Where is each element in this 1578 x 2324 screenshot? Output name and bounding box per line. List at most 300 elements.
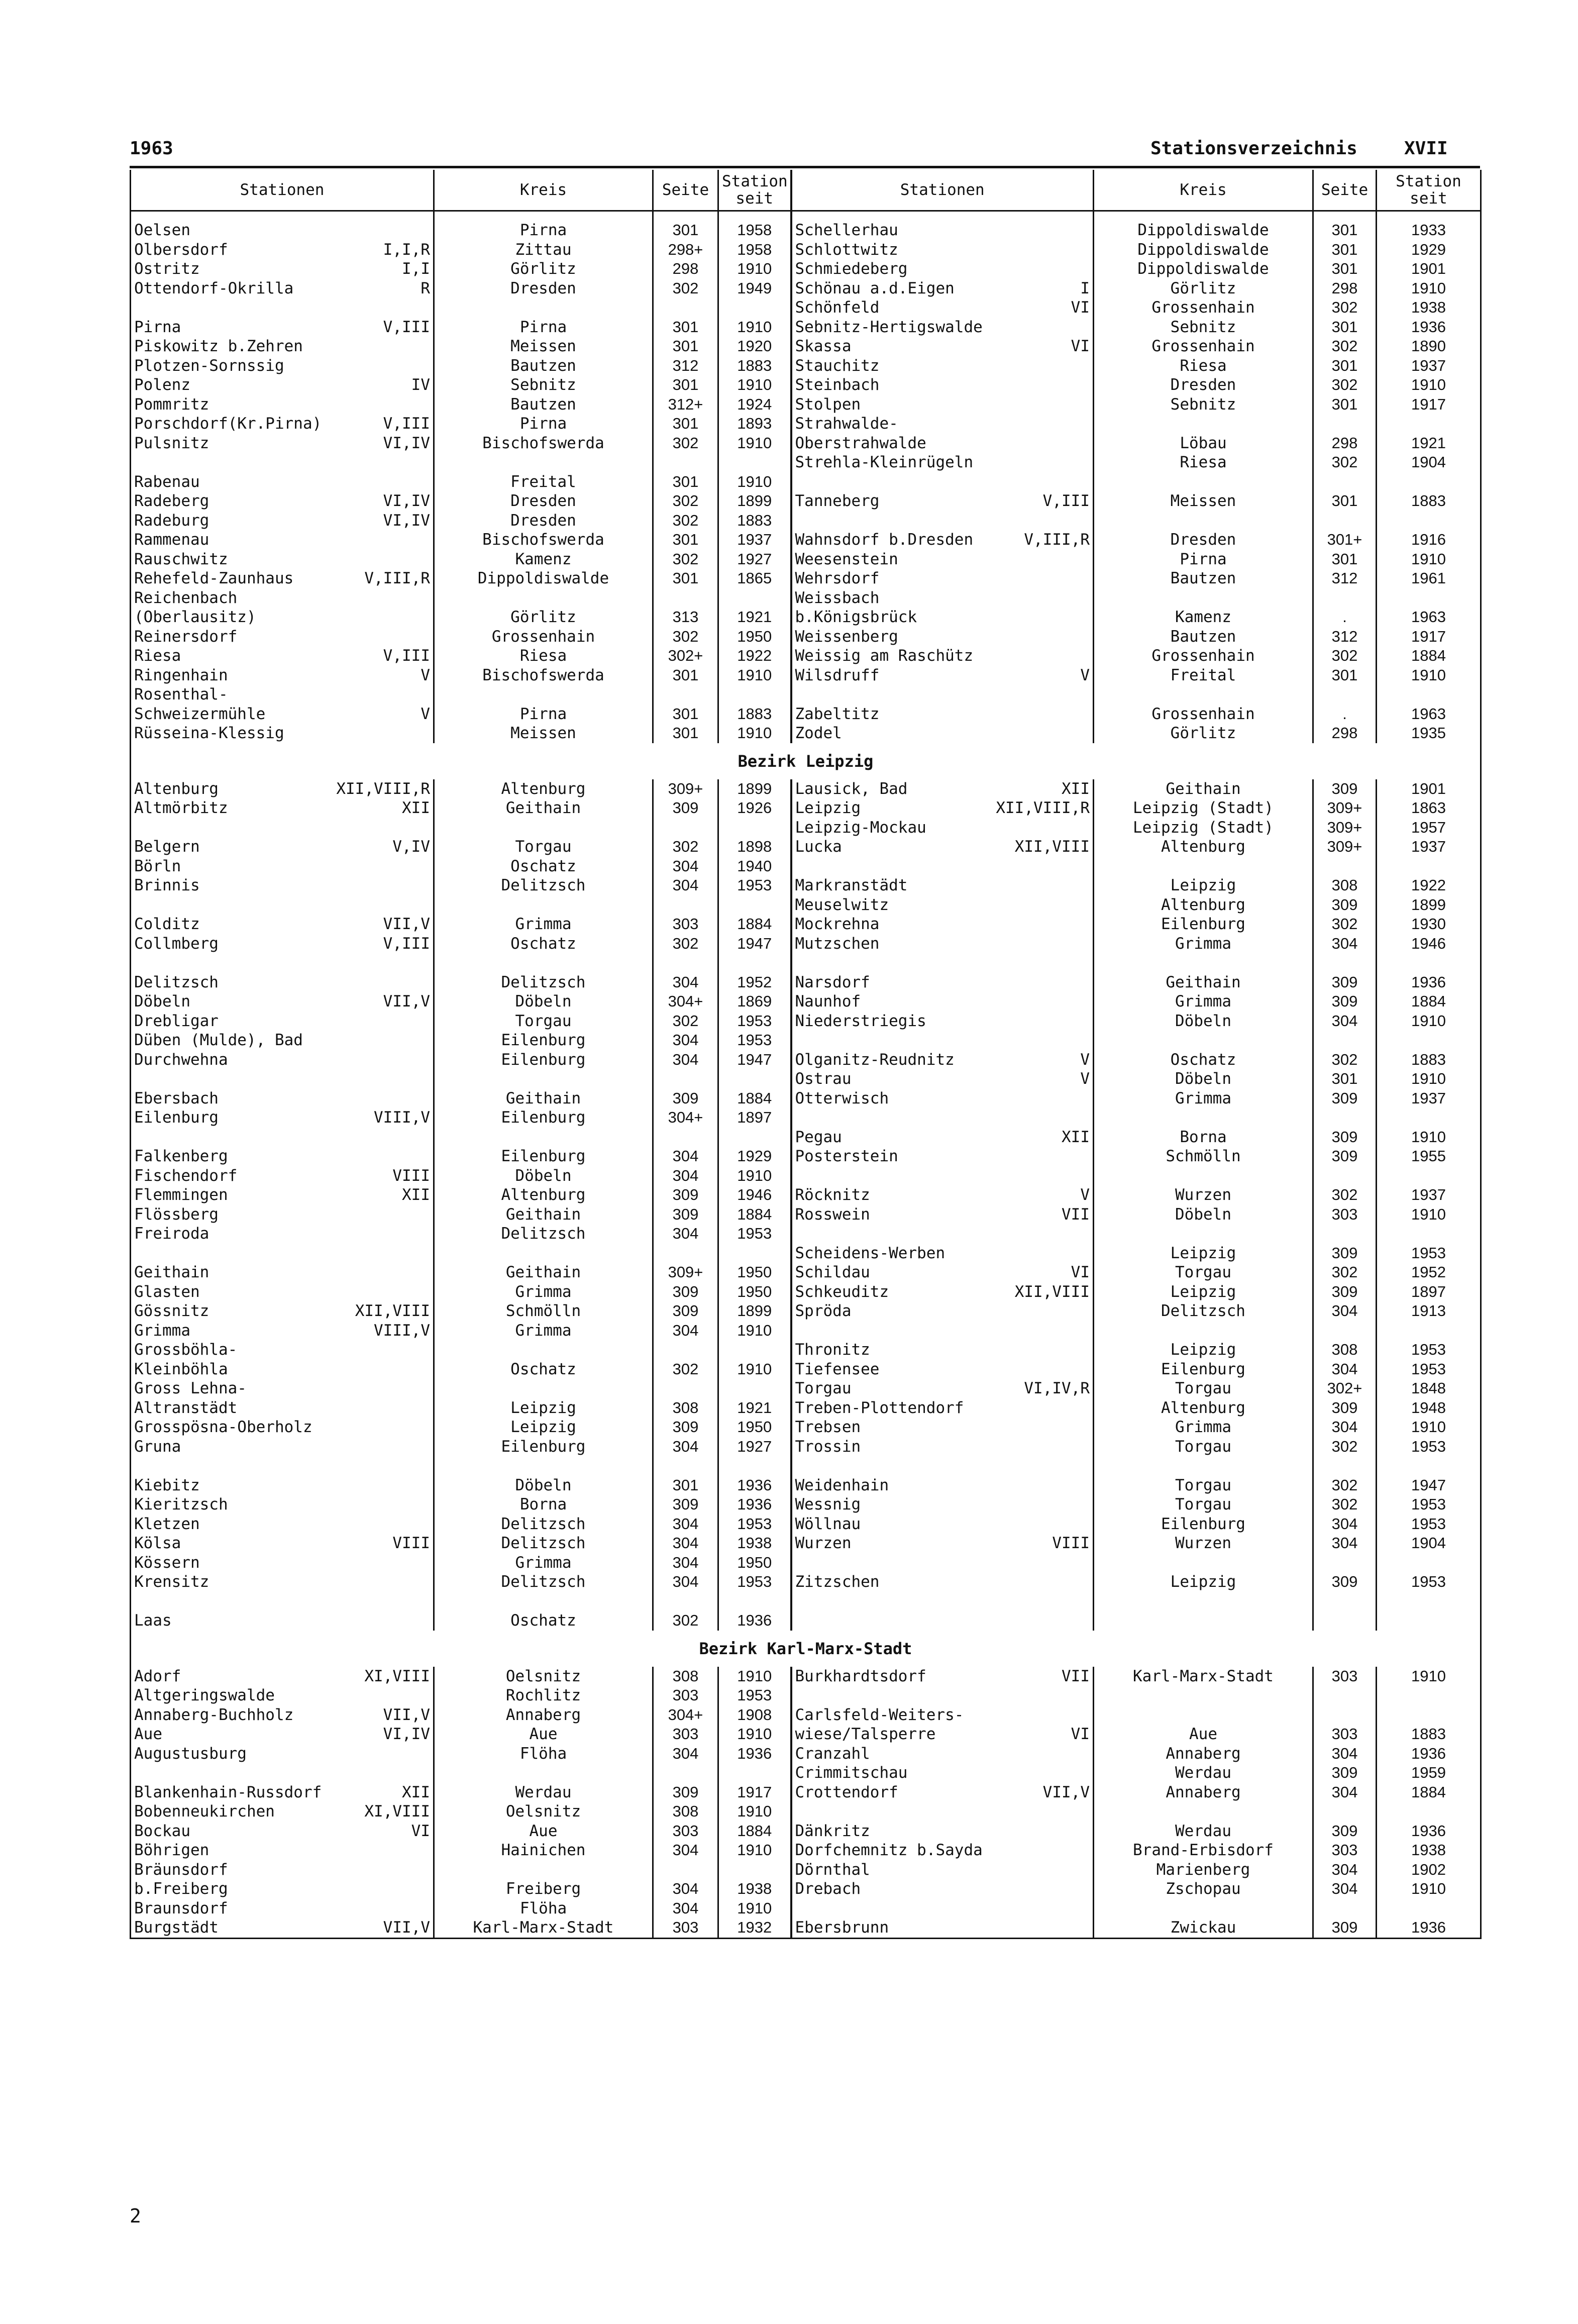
table-row: [131, 1437, 1481, 1457]
station-code: VI,IV: [383, 1725, 430, 1743]
station-name: Ebersbrunn: [795, 1918, 889, 1937]
station-cell: [131, 724, 434, 743]
station-code: I,I: [402, 260, 430, 278]
seite-cell: 303: [1313, 1841, 1377, 1860]
seite-cell: 303: [1313, 1205, 1377, 1225]
table-row: [131, 1205, 1481, 1225]
kreis-cell: [1094, 857, 1313, 876]
station-name: Scheidens-Werben: [795, 1244, 945, 1262]
station-seit-cell: 1904: [1377, 453, 1481, 472]
kreis-cell: Torgau: [1094, 1495, 1313, 1514]
station-cell: [131, 1879, 434, 1899]
seite-cell: [1313, 1899, 1377, 1918]
seite-cell: 302: [1313, 1476, 1377, 1495]
kreis-cell: [1094, 1166, 1313, 1186]
station-name: Bobenneukirchen: [134, 1802, 275, 1821]
seite-cell: 304: [653, 1553, 718, 1573]
station-name: Blankenhain-Russdorf: [134, 1783, 322, 1801]
station-cell: [791, 375, 1094, 395]
seite-cell: .: [1313, 608, 1377, 627]
seite-cell: 313: [653, 608, 718, 627]
kreis-cell: [434, 453, 653, 472]
station-code: VI,IV: [383, 511, 430, 530]
station-seit-cell: 1910: [718, 318, 791, 337]
seite-cell: 302: [653, 627, 718, 647]
station-seit-cell: 1937: [1377, 1089, 1481, 1108]
station-name: Tanneberg: [795, 492, 880, 510]
station-cell: [791, 704, 1094, 724]
seite-cell: 304: [653, 1166, 718, 1186]
station-cell: [131, 1553, 434, 1573]
station-seit-cell: 1953: [1377, 1495, 1481, 1514]
station-name: b.Königsbrück: [795, 608, 917, 626]
station-seit-cell: 1901: [1377, 259, 1481, 279]
table-row: [131, 1667, 1481, 1686]
seite-cell: 301: [1313, 666, 1377, 685]
seite-cell: 309: [1313, 973, 1377, 992]
kreis-cell: Grossenhain: [1094, 704, 1313, 724]
seite-cell: 301: [653, 704, 718, 724]
seite-cell: 304: [653, 1879, 718, 1899]
seite-cell: [653, 953, 718, 973]
seite-cell: 302: [1313, 1263, 1377, 1282]
station-name: Meuselwitz: [795, 895, 889, 914]
seite-cell: 309: [1313, 895, 1377, 915]
station-seit-cell: [1377, 472, 1481, 492]
station-seit-cell: [1377, 1611, 1481, 1631]
table-row: [131, 1495, 1481, 1514]
station-cell: [131, 550, 434, 569]
station-seit-cell: 1917: [718, 1783, 791, 1802]
station-name: Dörnthal: [795, 1860, 870, 1879]
kreis-cell: Oschatz: [434, 1360, 653, 1379]
station-cell: [131, 1592, 434, 1611]
table-row: [131, 1379, 1481, 1398]
station-cell: [791, 1012, 1094, 1031]
station-seit-cell: 1963: [1377, 608, 1481, 627]
kreis-cell: Eilenburg: [434, 1147, 653, 1166]
seite-cell: 304: [653, 1031, 718, 1050]
table-row: [131, 337, 1481, 356]
station-code: V,III: [1042, 492, 1090, 510]
table-row: [131, 279, 1481, 298]
station-name: Wessnig: [795, 1495, 861, 1513]
station-cell: [131, 530, 434, 550]
station-cell: [791, 414, 1094, 434]
station-cell: [791, 1301, 1094, 1321]
station-cell: [131, 434, 434, 453]
kreis-cell: [1094, 1321, 1313, 1341]
station-name: Pegau: [795, 1128, 842, 1146]
station-seit-cell: 1953: [1377, 1572, 1481, 1592]
station-cell: [131, 1128, 434, 1147]
station-seit-cell: 1922: [718, 646, 791, 666]
station-cell: [131, 453, 434, 472]
kreis-cell: [434, 1244, 653, 1263]
seite-cell: 309: [1313, 1089, 1377, 1108]
station-seit-cell: 1953: [718, 1012, 791, 1031]
station-cell: [131, 1147, 434, 1166]
kreis-cell: Altenburg: [1094, 895, 1313, 915]
table-row: [131, 627, 1481, 647]
station-name: Weissenberg: [795, 627, 898, 646]
station-cell: [131, 666, 434, 685]
station-cell: [791, 1050, 1094, 1070]
station-seit-cell: 1910: [1377, 1012, 1481, 1031]
seite-cell: 308: [1313, 1340, 1377, 1360]
seite-cell: 302: [1313, 375, 1377, 395]
table-row: [131, 1360, 1481, 1379]
seite-cell: 303: [1313, 1667, 1377, 1686]
station-code: I,I,R: [383, 240, 430, 259]
station-seit-cell: 1929: [1377, 240, 1481, 260]
station-name: Gross Lehna-: [134, 1379, 247, 1397]
seite-cell: 309: [1313, 1128, 1377, 1147]
station-seit-cell: 1946: [1377, 934, 1481, 954]
seite-cell: [1313, 1166, 1377, 1186]
station-cell: [791, 1437, 1094, 1457]
table-row: [131, 895, 1481, 915]
station-seit-cell: 1927: [718, 550, 791, 569]
station-code: VII,V: [383, 915, 430, 933]
station-name: Burkhardtsdorf: [795, 1667, 926, 1685]
station-name: Strehla-Kleinrügeln: [795, 453, 974, 471]
spacer-cell: [131, 211, 434, 221]
kreis-cell: [434, 818, 653, 838]
seite-cell: [653, 1379, 718, 1398]
station-cell: [791, 1031, 1094, 1050]
kreis-cell: [1094, 1592, 1313, 1611]
station-cell: [791, 1860, 1094, 1880]
station-cell: [791, 1224, 1094, 1244]
kreis-cell: Aue: [434, 1725, 653, 1744]
station-seit-cell: 1936: [718, 1611, 791, 1631]
station-seit-cell: 1910: [1377, 1418, 1481, 1437]
seite-cell: 302: [1313, 915, 1377, 934]
seite-cell: .: [1313, 704, 1377, 724]
station-seit-cell: 1890: [1377, 337, 1481, 356]
station-code: XII,VIII,R: [336, 779, 430, 798]
kreis-cell: Eilenburg: [434, 1437, 653, 1457]
kreis-cell: [434, 1128, 653, 1147]
table-row: [131, 1841, 1481, 1860]
station-seit-cell: 1953: [718, 876, 791, 895]
station-name: Schellerhau: [795, 221, 898, 239]
station-seit-cell: [1377, 1705, 1481, 1725]
station-code: V: [420, 666, 430, 684]
station-name: Lucka: [795, 838, 842, 856]
station-seit-cell: 1947: [718, 1050, 791, 1070]
station-cell: [131, 608, 434, 627]
table-row: [131, 1705, 1481, 1725]
kreis-cell: [434, 588, 653, 608]
kreis-cell: Altenburg: [434, 779, 653, 799]
station-cell: [791, 1418, 1094, 1437]
kreis-cell: Aue: [434, 1822, 653, 1841]
station-seit-cell: [718, 1763, 791, 1783]
seite-cell: [1313, 1031, 1377, 1050]
kreis-cell: [434, 1456, 653, 1476]
station-seit-cell: [1377, 1224, 1481, 1244]
station-name: Zodel: [795, 724, 842, 742]
seite-cell: 309+: [653, 1263, 718, 1282]
station-code: VIII,V: [374, 1321, 430, 1340]
station-seit-cell: [718, 1128, 791, 1147]
station-seit-cell: 1921: [1377, 434, 1481, 453]
kreis-cell: Bautzen: [1094, 627, 1313, 647]
table-row: [131, 1686, 1481, 1705]
station-name: Pulsnitz: [134, 434, 209, 452]
seite-cell: 301: [1313, 259, 1377, 279]
seite-cell: [653, 1592, 718, 1611]
station-name: Kölsa: [134, 1534, 181, 1552]
kreis-cell: Torgau: [1094, 1263, 1313, 1282]
station-name: Rosenthal-: [134, 685, 228, 703]
table-row: [131, 857, 1481, 876]
table-row: [131, 1725, 1481, 1744]
station-cell: [791, 1822, 1094, 1841]
station-seit-cell: 1910: [718, 1360, 791, 1379]
seite-cell: [1313, 685, 1377, 704]
station-name: Kiebitz: [134, 1476, 200, 1494]
station-name: Torgau: [795, 1379, 852, 1397]
station-seit-cell: 1961: [1377, 569, 1481, 588]
station-cell: [791, 973, 1094, 992]
station-cell: [791, 588, 1094, 608]
station-name: Zabeltitz: [795, 704, 880, 723]
seite-cell: 301: [1313, 221, 1377, 240]
kreis-cell: Torgau: [434, 1012, 653, 1031]
kreis-cell: Dippoldiswalde: [1094, 221, 1313, 240]
station-seit-cell: 1929: [718, 1147, 791, 1166]
station-seit-cell: 1936: [1377, 1744, 1481, 1764]
kreis-cell: Leipzig: [1094, 1282, 1313, 1302]
table-row: [131, 818, 1481, 838]
kreis-cell: Sebnitz: [1094, 395, 1313, 415]
station-name: Döbeln: [134, 992, 190, 1011]
table-row: [131, 1128, 1481, 1147]
station-code: VII: [1062, 1667, 1090, 1685]
kreis-cell: Oschatz: [434, 1611, 653, 1631]
station-name: Annaberg-Buchholz: [134, 1705, 294, 1724]
kreis-cell: Oelsnitz: [434, 1802, 653, 1822]
kreis-cell: Torgau: [1094, 1476, 1313, 1495]
station-cell: [791, 1282, 1094, 1302]
station-code: V,III: [383, 934, 430, 953]
station-cell: [791, 685, 1094, 704]
kreis-cell: Grimma: [1094, 992, 1313, 1012]
station-seit-cell: 1937: [1377, 837, 1481, 857]
table-row: [131, 1918, 1481, 1938]
station-code: VIII: [1052, 1534, 1090, 1552]
station-seit-cell: 1936: [718, 1476, 791, 1495]
table-row: [131, 1263, 1481, 1282]
station-seit-cell: 1893: [718, 414, 791, 434]
seite-cell: 304: [1313, 1879, 1377, 1899]
kreis-cell: [434, 1069, 653, 1089]
station-name: Rehefeld-Zaunhaus: [134, 569, 294, 587]
station-seit-cell: 1947: [1377, 1476, 1481, 1495]
station-name: Adorf: [134, 1667, 181, 1685]
spacer-cell: [791, 211, 1094, 221]
kreis-cell: Zschopau: [1094, 1879, 1313, 1899]
station-cell: [131, 337, 434, 356]
table-row: [131, 511, 1481, 531]
table-row: [131, 837, 1481, 857]
kreis-cell: Karl-Marx-Stadt: [1094, 1667, 1313, 1686]
station-cell: [791, 1744, 1094, 1764]
seite-cell: 309: [1313, 1822, 1377, 1841]
station-seit-cell: 1950: [718, 1553, 791, 1573]
station-name: Rosswein: [795, 1205, 870, 1224]
seite-cell: 309+: [1313, 818, 1377, 838]
station-cell: [791, 1128, 1094, 1147]
station-cell: [131, 1301, 434, 1321]
kreis-cell: Geithain: [434, 1205, 653, 1225]
station-code: VI,IV,R: [1024, 1379, 1090, 1397]
table-row: [131, 375, 1481, 395]
station-name: Dänkritz: [795, 1822, 870, 1840]
station-code: V: [420, 704, 430, 723]
station-seit-cell: 1883: [1377, 1050, 1481, 1070]
station-cell: [131, 1321, 434, 1341]
station-seit-cell: 1963: [1377, 704, 1481, 724]
seite-cell: 309: [653, 1301, 718, 1321]
table-row: [131, 356, 1481, 376]
col-header-kreis: Kreis: [434, 170, 653, 211]
kreis-cell: Grossenhain: [1094, 337, 1313, 356]
station-seit-cell: 1884: [718, 915, 791, 934]
station-code: XII,VIII: [1014, 838, 1090, 856]
station-code: XII,VIII: [355, 1302, 430, 1320]
station-cell: [791, 1147, 1094, 1166]
kreis-cell: Grimma: [1094, 1089, 1313, 1108]
station-code: VI: [1071, 1263, 1090, 1281]
kreis-cell: Wurzen: [1094, 1185, 1313, 1205]
station-cell: [791, 1572, 1094, 1592]
table-row: [131, 453, 1481, 472]
station-cell: [131, 298, 434, 318]
seite-cell: 309: [1313, 1918, 1377, 1938]
seite-cell: 304: [653, 876, 718, 895]
station-cell: [791, 279, 1094, 298]
kreis-cell: Görlitz: [1094, 279, 1313, 298]
table-row: [131, 798, 1481, 818]
station-seit-cell: 1901: [1377, 779, 1481, 799]
station-cell: [131, 356, 434, 376]
kreis-cell: Altenburg: [1094, 1398, 1313, 1418]
station-cell: [131, 1340, 434, 1360]
kreis-cell: Werdau: [1094, 1822, 1313, 1841]
station-seit-cell: 1897: [718, 1108, 791, 1128]
station-seit-cell: [718, 1340, 791, 1360]
table-row: [131, 724, 1481, 743]
station-name: Ottendorf-Okrilla: [134, 279, 294, 297]
station-seit-cell: [718, 1069, 791, 1089]
station-name: Delitzsch: [134, 973, 219, 991]
station-name: Bockau: [134, 1822, 190, 1840]
station-seit-cell: 1937: [718, 530, 791, 550]
seite-cell: 308: [1313, 876, 1377, 895]
kreis-cell: Geithain: [434, 1263, 653, 1282]
kreis-cell: Dresden: [1094, 375, 1313, 395]
station-cell: [791, 1802, 1094, 1822]
station-seit-cell: [718, 298, 791, 318]
station-code: V: [1080, 1186, 1090, 1204]
station-name: Stauchitz: [795, 356, 880, 375]
seite-cell: [1313, 511, 1377, 531]
station-cell: [131, 1725, 434, 1744]
station-cell: [791, 857, 1094, 876]
seite-cell: [1313, 1321, 1377, 1341]
station-cell: [131, 1050, 434, 1070]
seite-cell: 309: [653, 1282, 718, 1302]
station-code: VII,V: [383, 992, 430, 1011]
station-seit-cell: [718, 953, 791, 973]
seite-cell: 309: [1313, 779, 1377, 799]
station-code: V,III,R: [364, 569, 430, 587]
station-code: VI,IV: [383, 492, 430, 510]
table-row: [131, 1860, 1481, 1880]
table-row: [131, 779, 1481, 799]
seite-cell: 302: [1313, 1437, 1377, 1457]
station-code: VI: [1071, 298, 1090, 317]
kreis-cell: Delitzsch: [434, 973, 653, 992]
seite-cell: 302: [1313, 1050, 1377, 1070]
kreis-cell: Grimma: [1094, 934, 1313, 954]
station-cell: [131, 1899, 434, 1918]
station-name: Olganitz-Reudnitz: [795, 1050, 955, 1069]
station-cell: [131, 1031, 434, 1050]
kreis-cell: Geithain: [1094, 973, 1313, 992]
kreis-cell: Dippoldiswalde: [1094, 259, 1313, 279]
station-cell: [131, 1360, 434, 1379]
kreis-cell: Bautzen: [1094, 569, 1313, 588]
table-row: [131, 608, 1481, 627]
station-name: Schmiedeberg: [795, 260, 908, 278]
kreis-cell: Grimma: [434, 915, 653, 934]
station-cell: [791, 1166, 1094, 1186]
station-name: Leipzig-Mockau: [795, 818, 926, 837]
kreis-cell: Eilenburg: [434, 1031, 653, 1050]
station-cell: [131, 973, 434, 992]
seite-cell: 301+: [1313, 530, 1377, 550]
kreis-cell: Dresden: [1094, 530, 1313, 550]
station-cell: [131, 876, 434, 895]
seite-cell: 302: [653, 837, 718, 857]
seite-cell: 304: [1313, 1514, 1377, 1534]
station-cell: [791, 876, 1094, 895]
station-seit-cell: 1958: [718, 240, 791, 260]
kreis-cell: Dippoldiswalde: [1094, 240, 1313, 260]
seite-cell: [1313, 1592, 1377, 1611]
seite-cell: 312: [1313, 627, 1377, 647]
kreis-cell: Görlitz: [1094, 724, 1313, 743]
station-code: XI,VIII: [364, 1667, 430, 1685]
station-cell: [791, 992, 1094, 1012]
seite-cell: [1313, 588, 1377, 608]
station-code: XI,VIII: [364, 1802, 430, 1821]
seite-cell: 304: [1313, 1744, 1377, 1764]
table-row: [131, 1456, 1481, 1476]
station-seit-cell: 1936: [1377, 973, 1481, 992]
station-seit-cell: 1938: [718, 1534, 791, 1553]
station-cell: [791, 1108, 1094, 1128]
kreis-cell: Döbeln: [1094, 1205, 1313, 1225]
table-row: [131, 1031, 1481, 1050]
station-seit-cell: 1924: [718, 395, 791, 415]
seite-cell: [653, 1244, 718, 1263]
